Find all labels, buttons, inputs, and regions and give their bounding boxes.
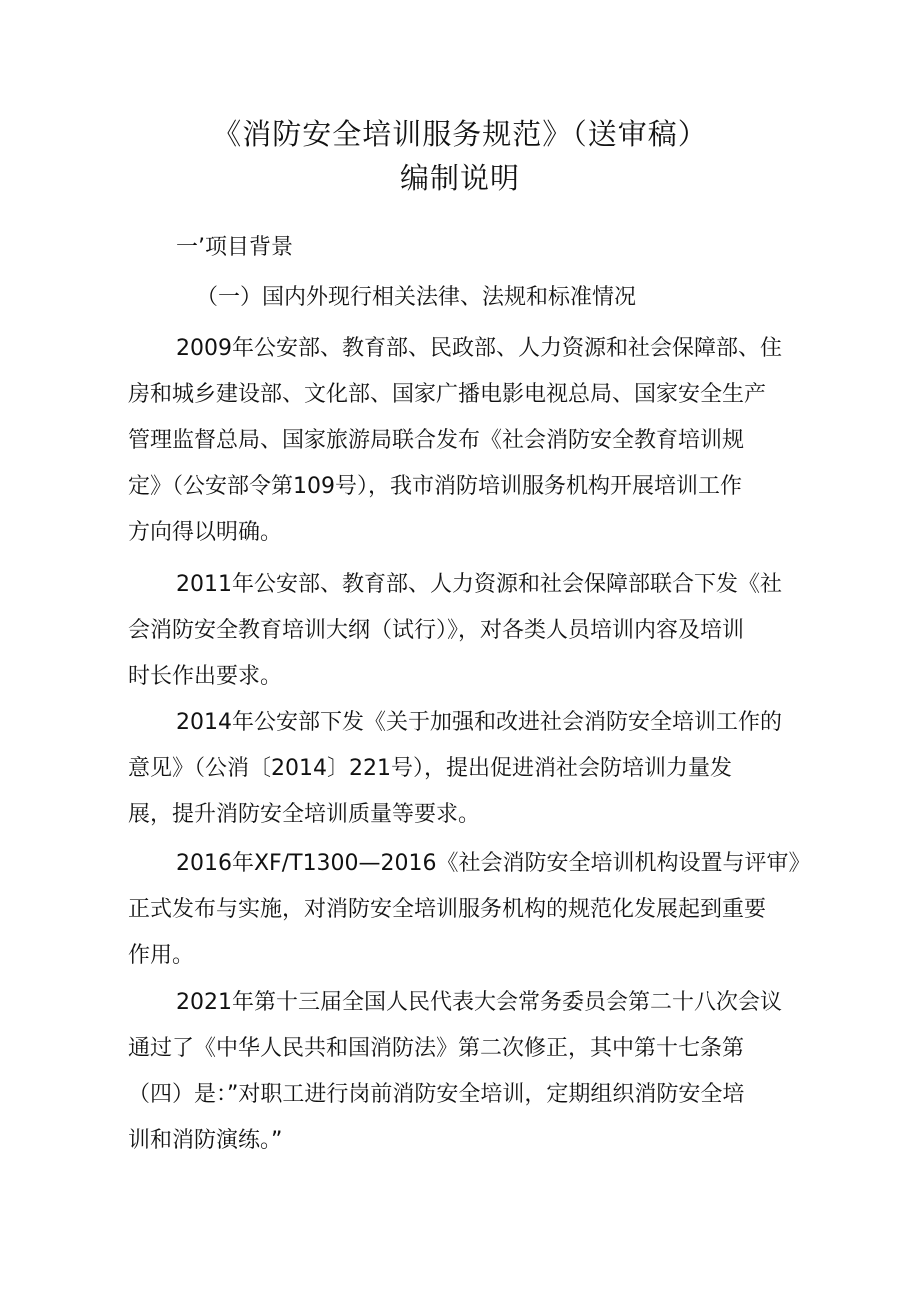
paragraph-line: 通过了《中华人民共和国消防法》第二次修正，其中第十七条第: [128, 1036, 745, 1061]
section-heading: 一’项目背景: [176, 235, 293, 260]
paragraph-line: 管理监督总局、国家旅游局联合发布《社会消防安全教育培训规: [128, 428, 745, 453]
document-title: [0, 112, 920, 200]
paragraph-line: 2014年公安部下发《关于加强和改进社会消防安全培训工作的: [176, 710, 782, 735]
paragraph-line: 2016年XF/T1300—2016《社会消防安全培训机构设置与评审》: [176, 851, 811, 876]
paragraph-line: 2011年公安部、教育部、人力资源和社会保障部联合下发《社: [176, 572, 782, 597]
paragraph-line: 作用。: [128, 943, 195, 968]
paragraph-2011: [128, 562, 818, 700]
title-line-sub: 编制说明: [399, 161, 520, 195]
paragraph-line: 意见》（公消〔2014〕221号），提出促进消社会防培训力量发: [128, 756, 732, 781]
paragraph-2009: [128, 326, 818, 556]
paragraph-2016: [128, 841, 818, 979]
paragraph-line: 房和城乡建设部、文化部、国家广播电影电视总局、国家安全生产: [128, 382, 767, 407]
section-subheading: （一）国内外现行相关法律、法规和标准情况: [196, 285, 637, 310]
paragraph-line: 定》（公安部令第109号），我市消防培训服务机构开展培训工作: [128, 474, 742, 499]
paragraph-line: 正式发布与实施，对消防安全培训服务机构的规范化发展起到重要: [128, 897, 767, 922]
title-line-main: 《消防安全培训服务规范》（送审稿）: [212, 117, 708, 151]
paragraph-line: 2021年第十三届全国人民代表大会常务委员会第二十八次会议: [176, 990, 782, 1015]
paragraph-line: 训和消防演练。”: [128, 1128, 283, 1153]
paragraph-line: 时长作出要求。: [128, 664, 283, 689]
paragraph-line: 方向得以明确。: [128, 520, 283, 545]
paragraph-2014: [128, 700, 818, 838]
paragraph-2021: [128, 980, 818, 1164]
paragraph-line: 2009年公安部、教育部、民政部、人力资源和社会保障部、住: [176, 336, 782, 361]
paragraph-line: 展，提升消防安全培训质量等要求。: [128, 802, 481, 827]
paragraph-line: （四）是：”对职工进行岗前消防安全培训，定期组织消防安全培: [128, 1082, 745, 1107]
paragraph-line: 会消防安全教育培训大纲（试行）》，对各类人员培训内容及培训: [128, 618, 745, 643]
